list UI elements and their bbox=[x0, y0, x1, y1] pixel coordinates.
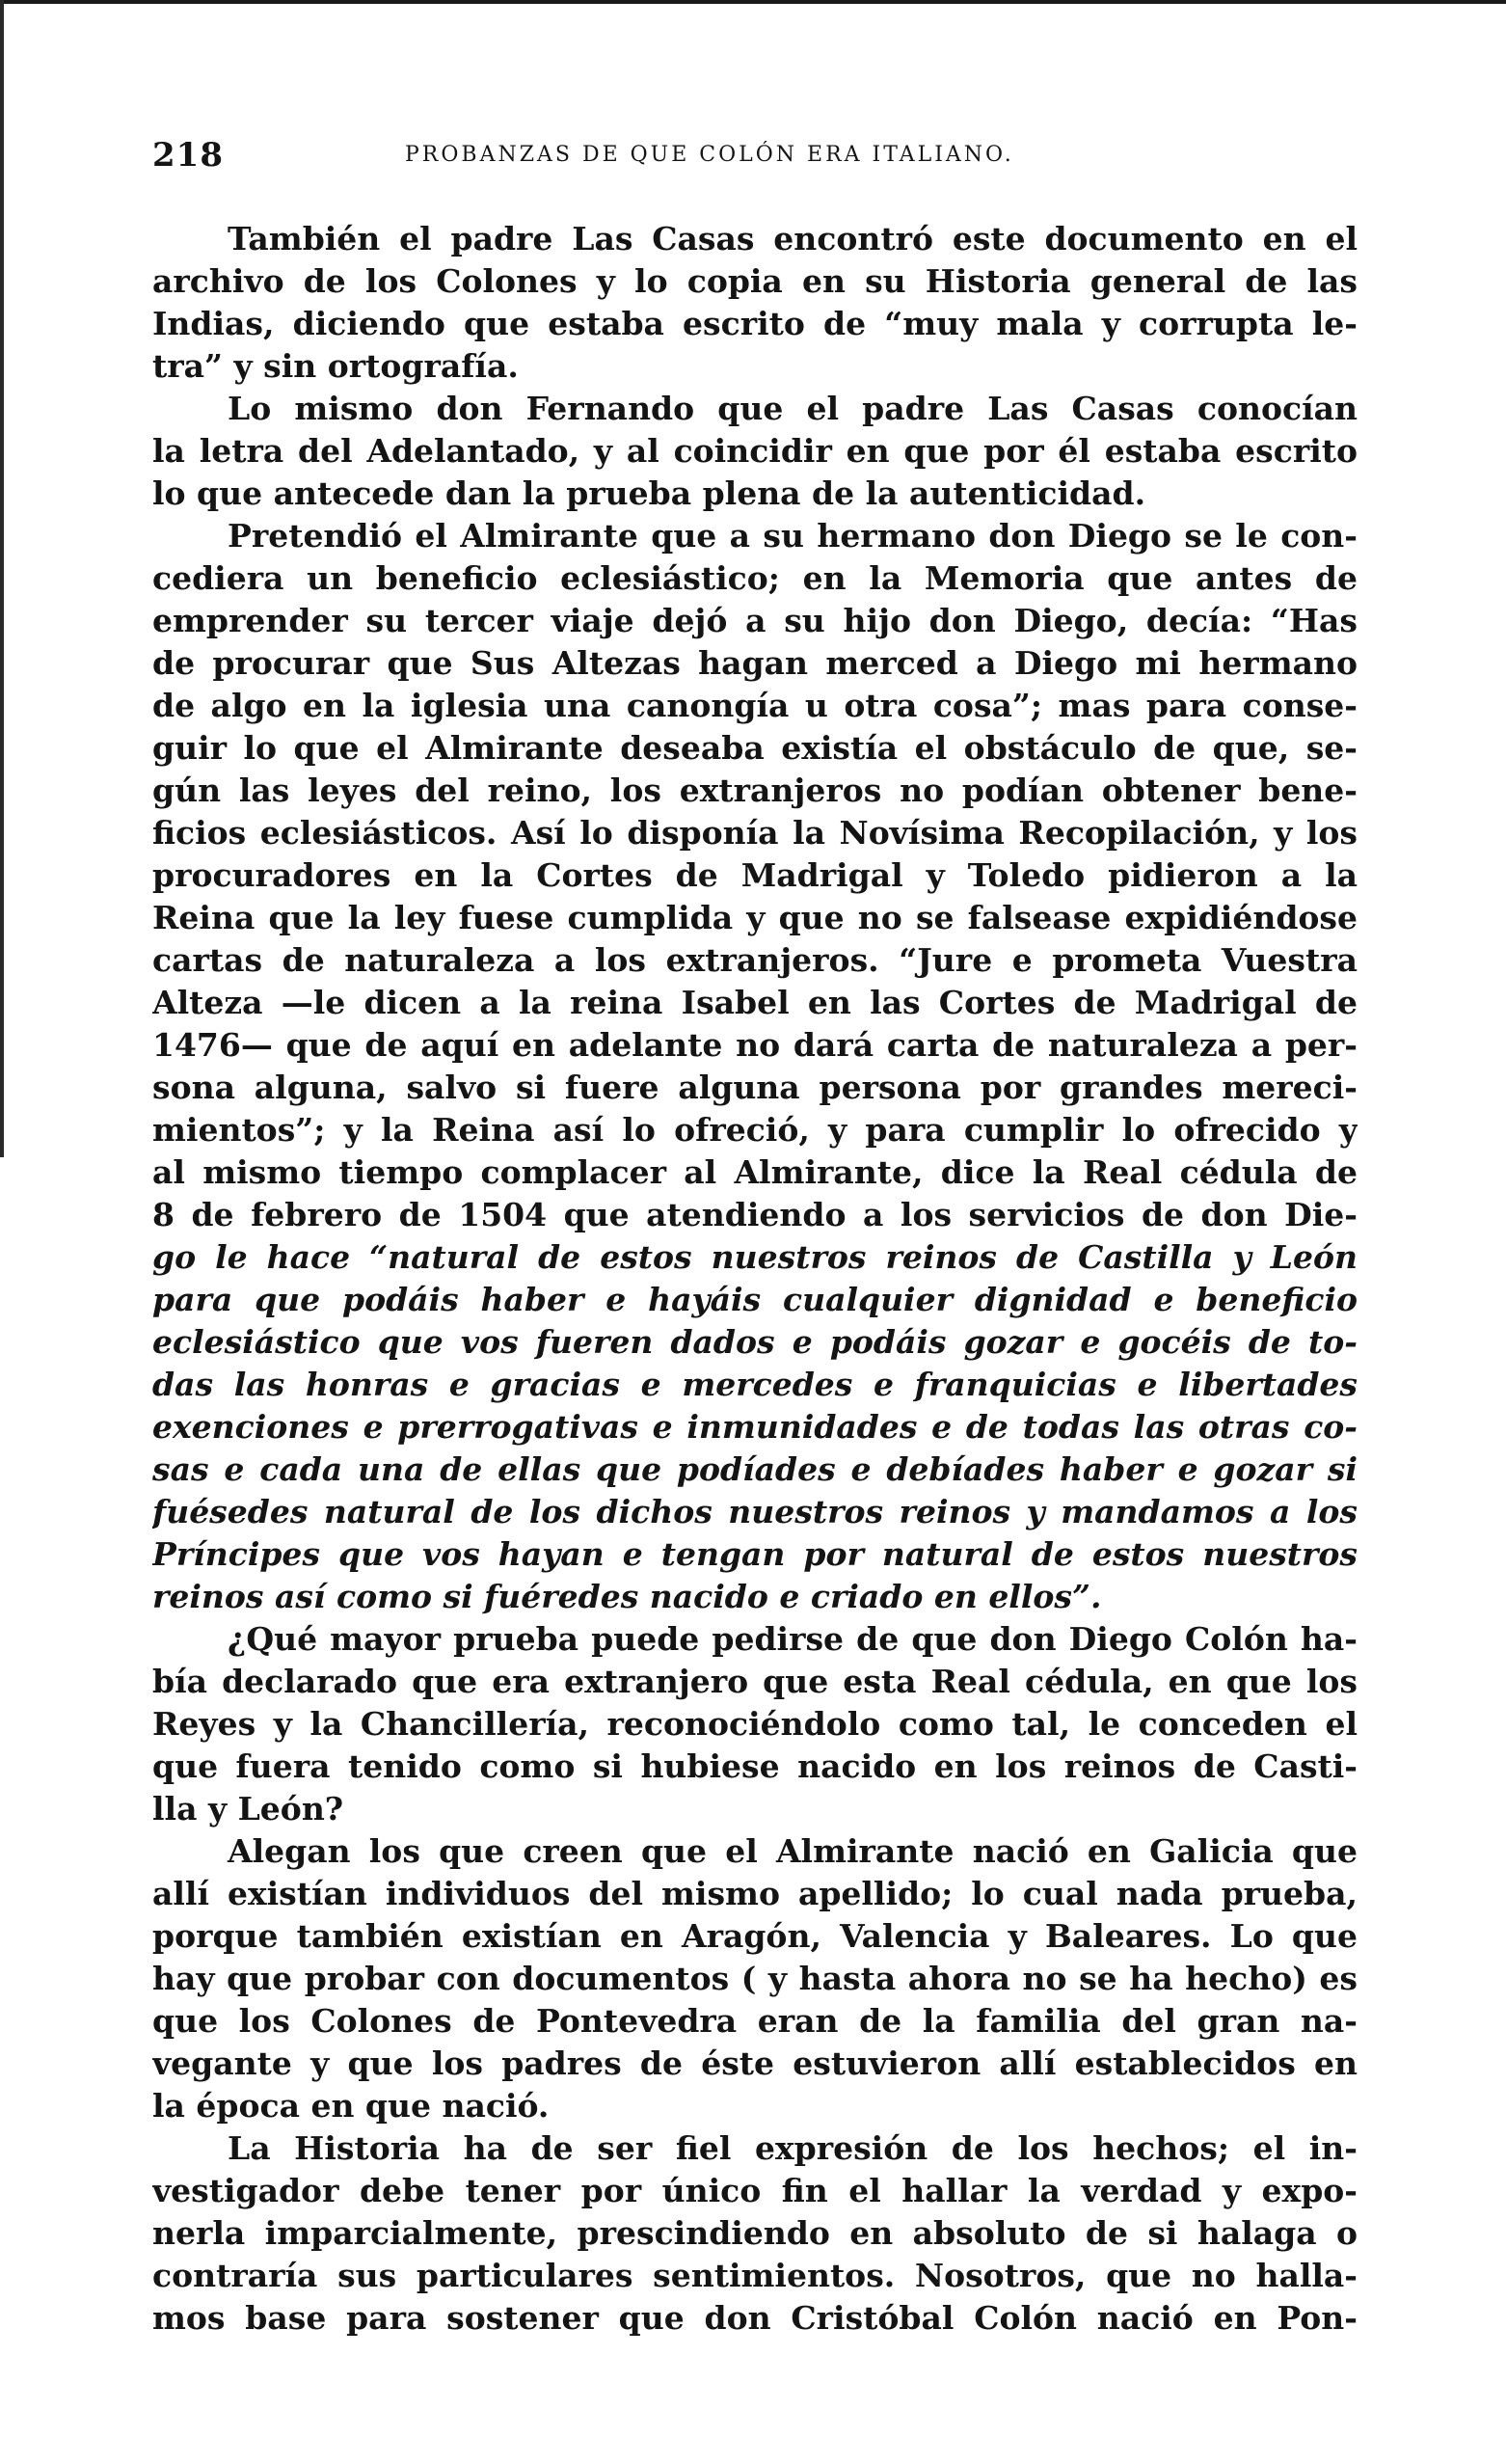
text-line: Alteza —le dicen a la reina Isabel en las Cortes de Madrigal de bbox=[152, 984, 1358, 1021]
text-line: nerla imparcialmente, prescindiendo en absoluto de si halaga o bbox=[152, 2214, 1358, 2252]
running-title: PROBANZAS DE QUE COLÓN ERA ITALIANO. bbox=[405, 143, 1014, 167]
left-edge-rule bbox=[0, 0, 4, 1157]
quoted-text-line: Príncipes que vos hayan e tengan por natural de estos nuestros bbox=[152, 1535, 1358, 1573]
text-line: cediera un beneficio eclesiástico; en la Memoria que antes de bbox=[152, 559, 1358, 597]
text-line: Reyes y la Chancillería, reconociéndolo como tal, le conceden el bbox=[152, 1705, 1358, 1743]
text-line: porque también existían en Aragón, Valencia y Baleares. Lo que bbox=[152, 1917, 1358, 1955]
text-line: 8 de febrero de 1504 que atendiendo a los servicios de don Die- bbox=[152, 1196, 1358, 1233]
text-line: ¿Qué mayor prueba puede pedirse de que don Diego Colón ha- bbox=[228, 1620, 1358, 1658]
text-line: Indias, diciendo que estaba escrito de “muy mala y corrupta le- bbox=[152, 305, 1358, 342]
text-line: 1476— que de aquí en adelante no dará carta de naturaleza a per- bbox=[152, 1026, 1358, 1064]
text-line: de algo en la iglesia una canongía u otra cosa”; mas para conse- bbox=[152, 687, 1358, 724]
text-line: gún las leyes del reino, los extranjeros no podían obtener bene- bbox=[152, 772, 1358, 809]
quoted-text-line: eclesiástico que vos fueren dados e podáis gozar e gocéis de to- bbox=[152, 1323, 1358, 1361]
text-line: emprender su tercer viaje dejó a su hijo don Diego, decía: “Has bbox=[152, 602, 1358, 639]
quoted-text-line: das las honras e gracias e mercedes e franquicias e libertades bbox=[152, 1366, 1358, 1403]
text-line: la letra del Adelantado, y al coincidir en que por él estaba escrito bbox=[152, 432, 1358, 470]
quoted-text-line: sas e cada una de ellas que podíades e debíades haber e gozar si bbox=[152, 1450, 1358, 1488]
text-line: vestigador debe tener por único fin el hallar la verdad y expo- bbox=[152, 2172, 1358, 2209]
text-line: lo que antecede dan la prueba plena de la autenticidad. bbox=[152, 474, 1146, 512]
text-line: tra” y sin ortografía. bbox=[152, 347, 519, 385]
text-line: la época en que nació. bbox=[152, 2087, 550, 2125]
text-line: La Historia ha de ser fiel expresión de los hechos; el in- bbox=[228, 2129, 1358, 2167]
text-line: ficios eclesiásticos. Así lo disponía la Novísima Recopilación, y los bbox=[152, 814, 1358, 852]
text-line: cartas de naturaleza a los extranjeros. “Jure e prometa Vuestra bbox=[152, 941, 1358, 979]
page-header bbox=[152, 136, 1358, 180]
quoted-text-line: exenciones e prerrogativas e inmunidades e de todas las otras co- bbox=[152, 1408, 1358, 1446]
text-line: Alegan los que creen que el Almirante nació en Galicia que bbox=[228, 1832, 1358, 1870]
text-line: procuradores en la Cortes de Madrigal y Toledo pidieron a la bbox=[152, 856, 1358, 894]
text-line: contraría sus particulares sentimientos. Nosotros, que no halla- bbox=[152, 2257, 1358, 2294]
text-line: mientos”; y la Reina así lo ofreció, y para cumplir lo ofrecido y bbox=[152, 1111, 1358, 1149]
text-line: que fuera tenido como si hubiese nacido en los reinos de Casti- bbox=[152, 1747, 1358, 1785]
text-line: hay que probar con documentos ( y hasta ahora no se ha hecho) es bbox=[152, 1960, 1358, 1997]
body-text bbox=[152, 218, 1358, 2340]
text-line: allí existían individuos del mismo apellido; lo cual nada prueba, bbox=[152, 1875, 1358, 1912]
text-line: vegante y que los padres de éste estuvieron allí establecidos en bbox=[152, 2044, 1358, 2082]
text-line: lla y León? bbox=[152, 1790, 344, 1828]
text-line: archivo de los Colones y lo copia en su Historia general de las bbox=[152, 262, 1358, 300]
text-line: mos base para sostener que don Cristóbal Colón nació en Pon- bbox=[152, 2299, 1358, 2337]
text-line: sona alguna, salvo si fuere alguna persona por grandes mereci- bbox=[152, 1069, 1358, 1106]
quoted-text-line: go le hace “natural de estos nuestros reinos de Castilla y León bbox=[152, 1238, 1358, 1276]
page-number: 218 bbox=[152, 136, 224, 175]
top-edge-rule bbox=[0, 0, 1506, 4]
quoted-text-line: para que podáis haber e hayáis cualquier dignidad e beneficio bbox=[152, 1281, 1358, 1318]
text-line: También el padre Las Casas encontró este documento en el bbox=[228, 220, 1358, 257]
text-line: guir lo que el Almirante deseaba existía el obstáculo de que, se- bbox=[152, 729, 1358, 767]
text-line: Lo mismo don Fernando que el padre Las Casas conocían bbox=[228, 390, 1358, 427]
text-line: Pretendió el Almirante que a su hermano don Diego se le con- bbox=[228, 517, 1358, 555]
quoted-text-line: reinos así como si fuéredes nacido e criado en ellos”. bbox=[152, 1578, 1102, 1615]
quoted-text-line: fuésedes natural de los dichos nuestros reinos y mandamos a los bbox=[152, 1493, 1358, 1530]
text-line: de procurar que Sus Altezas hagan merced a Diego mi hermano bbox=[152, 644, 1358, 682]
text-line: Reina que la ley fuese cumplida y que no se falsease expidiéndose bbox=[152, 899, 1358, 936]
text-line: al mismo tiempo complacer al Almirante, dice la Real cédula de bbox=[152, 1153, 1358, 1191]
text-line: bía declarado que era extranjero que esta Real cédula, en que los bbox=[152, 1663, 1358, 1700]
text-line: que los Colones de Pontevedra eran de la familia del gran na- bbox=[152, 2002, 1358, 2040]
